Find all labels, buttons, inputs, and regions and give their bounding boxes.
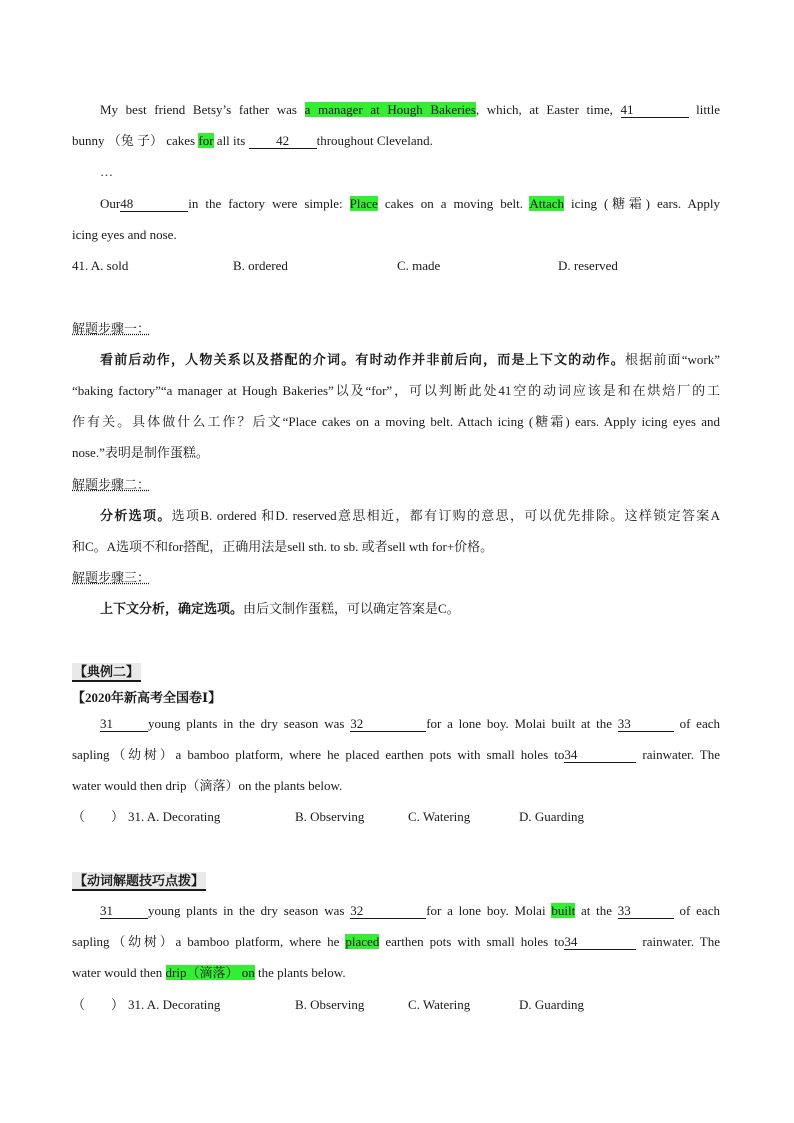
blank-48: 48 bbox=[120, 197, 188, 212]
passage1-line-1: My best friend Betsy’s father was a manager at Hough Bakeries, which, at Easter time, 41 little bbox=[100, 102, 720, 117]
tips-blank-33: 33 bbox=[618, 904, 674, 919]
blank-34: 34 bbox=[564, 748, 636, 763]
option-31-d: D. Guarding bbox=[519, 809, 584, 824]
highlight-place: Place bbox=[349, 196, 378, 211]
highlight-manager: a manager at Hough Bakeries bbox=[304, 102, 476, 117]
example-2-answer-paren: （ ） bbox=[72, 809, 125, 824]
step-1-line-2: “baking factory”“a manager at Hough Bakeries”以及“for”，可以判断此处41空的动词应该是和在烘焙厂的工 bbox=[72, 383, 720, 398]
example-2-line-3: water would then drip（滴落）on the plants below. bbox=[72, 778, 343, 793]
example-2-tag: 【典例二】 bbox=[72, 663, 141, 682]
blank-33: 33 bbox=[618, 717, 674, 732]
tips-option-31-a: 31. A. Decorating bbox=[128, 997, 221, 1012]
step-1-label: 解题步骤一： bbox=[72, 321, 151, 336]
tips-option-31-d: D. Guarding bbox=[519, 997, 584, 1012]
tips-blank-34: 34 bbox=[564, 935, 636, 950]
step-1-line-4: nose.”表明是制作蛋糕。 bbox=[72, 445, 209, 460]
step-3-line-1: 上下文分析，确定选项。由后文制作蛋糕，可以确定答案是C。 bbox=[100, 601, 460, 616]
tips-option-31-c: C. Watering bbox=[408, 997, 471, 1012]
option-41-d: D. reserved bbox=[558, 258, 618, 273]
tips-tag: 【动词解题技巧点拨】 bbox=[72, 872, 206, 891]
highlight-drip-on: drip（滴落） on bbox=[165, 965, 255, 980]
tips-answer-paren: （ ） bbox=[72, 997, 125, 1012]
step-2-line-2: 和C。A选项不和for搭配，正确用法是sell sth. to sb. 或者sell wth for+价格。 bbox=[72, 539, 494, 554]
blank-31: 31 bbox=[100, 717, 148, 732]
highlight-attach: Attach bbox=[529, 196, 564, 211]
passage1-line-4: icing eyes and nose. bbox=[72, 227, 177, 242]
option-41-b: B. ordered bbox=[233, 258, 288, 273]
highlight-built: built bbox=[551, 903, 576, 918]
example-2-source: 【2020年新高考全国卷Ⅰ】 bbox=[72, 690, 222, 705]
step-3-label: 解题步骤三： bbox=[72, 570, 151, 585]
tips-line-2: sapling（幼树）a bamboo platform, where he placed earthen pots with small holes to34 rainwater. The bbox=[72, 934, 720, 949]
tips-line-1: 31 young plants in the dry season was 32 for a lone boy. Molai built at the 33 of each bbox=[100, 903, 720, 918]
option-31-b: B. Observing bbox=[295, 809, 365, 824]
option-41-a: 41. A. sold bbox=[72, 258, 129, 273]
tips-blank-32: 32 bbox=[350, 904, 426, 919]
option-41-c: C. made bbox=[397, 258, 441, 273]
highlight-placed: placed bbox=[345, 934, 380, 949]
step-2-line-1: 分析选项。选项B. ordered 和D. reserved意思相近，都有订购的意思，可以优先排除。这样锁定答案A bbox=[100, 508, 720, 523]
tips-option-31-b: B. Observing bbox=[295, 997, 365, 1012]
passage1-line-3: Our48 in the factory were simple: Place cakes on a moving belt. Attach icing (糖霜) ears. Apply bbox=[100, 196, 720, 211]
option-31-a: 31. A. Decorating bbox=[128, 809, 221, 824]
step-1-line-1: 看前后动作，人物关系以及搭配的介词。有时动作并非前后向，而是上下文的动作。根据前面“work” bbox=[100, 352, 720, 367]
blank-41: 41 bbox=[621, 103, 689, 118]
highlight-for: for bbox=[198, 133, 214, 148]
option-31-c: C. Watering bbox=[408, 809, 471, 824]
step-2-label: 解题步骤二： bbox=[72, 477, 151, 492]
blank-32: 32 bbox=[350, 717, 426, 732]
step-1-line-3: 作有关。具体做什么工作？后文“Place cakes on a moving belt. Attach icing (糖霜) ears. Apply icing eyes and bbox=[72, 414, 720, 429]
example-2-line-2: sapling（幼树）a bamboo platform, where he placed earthen pots with small holes to34 rainwater. The bbox=[72, 747, 720, 762]
ellipsis: … bbox=[100, 164, 113, 179]
tips-line-3: water would then drip（滴落） on the plants below. bbox=[72, 965, 346, 980]
example-2-line-1: 31 young plants in the dry season was 32 for a lone boy. Molai built at the 33 of each bbox=[100, 716, 720, 731]
passage1-line-2: bunny （兔 子） cakes for all its 42 throughout Cleveland. bbox=[72, 133, 433, 148]
tips-blank-31: 31 bbox=[100, 904, 148, 919]
blank-42: 42 bbox=[249, 134, 317, 149]
